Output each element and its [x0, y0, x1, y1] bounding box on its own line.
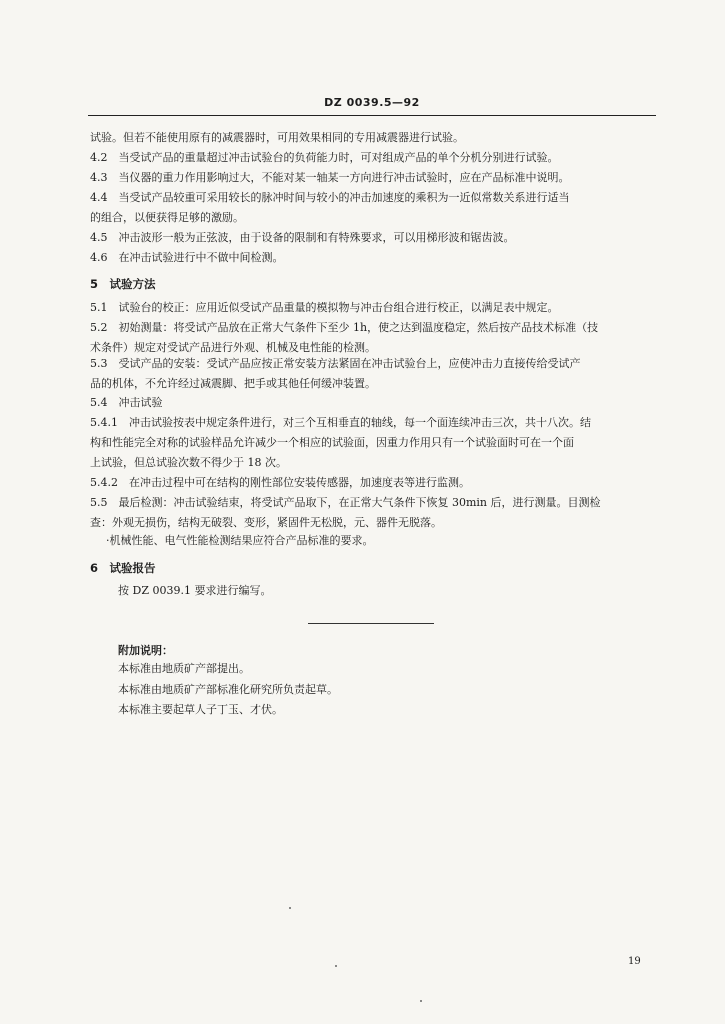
paragraph-line: 品的机体，不允许经过减震脚、把手或其他任何缓冲装置。 — [90, 377, 376, 390]
clause-4-2: 4.2 当受试产品的重量超过冲击试验台的负荷能力时，可对组成产品的单个分机分别进行试验。 — [90, 151, 559, 164]
clause-4-4: 4.4 当受试产品较重可采用较长的脉冲时间与较小的冲击加速度的乘积为一近似常数关系进行适当 — [90, 191, 570, 204]
clause-5-1: 5.1 试验台的校正：应用近似受试产品重量的模拟物与冲击台组合进行校正，以满足表中规定。 — [90, 301, 559, 314]
clause-4-6: 4.6 在冲击试验进行中不做中间检测。 — [90, 251, 284, 264]
section-6-title: 6 试验报告 — [90, 561, 156, 575]
scan-speck — [420, 1000, 422, 1002]
note-line: 本标准主要起草人子丁玉、才伏。 — [118, 703, 283, 716]
paragraph-line: 的组合，以便获得足够的激励。 — [90, 211, 244, 224]
clause-5-4: 5.4 冲击试验 — [90, 396, 163, 409]
scan-speck — [335, 965, 337, 967]
section-6-body: 按 DZ 0039.1 要求进行编写。 — [118, 584, 272, 597]
note-line: 本标准由地质矿产部标准化研究所负责起草。 — [118, 683, 338, 696]
paragraph-line: 上试验，但总试验次数不得少于 18 次。 — [90, 456, 287, 469]
paragraph-line: ·机械性能、电气性能检测结果应符合产品标准的要求。 — [106, 534, 374, 547]
section-5-title: 5 试验方法 — [90, 277, 156, 291]
header-rule — [88, 115, 656, 116]
page-number: 19 — [628, 956, 641, 967]
clause-5-2: 5.2 初始测量：将受试产品放在正常大气条件下至少 1h，使之达到温度稳定，然后按产品技术标准（技 — [90, 321, 599, 334]
clause-5-5: 5.5 最后检测：冲击试验结束，将受试产品取下，在正常大气条件下恢复 30min 后，进行测量。目测检 — [90, 496, 601, 509]
notes-title: 附加说明： — [118, 644, 173, 657]
paragraph-line: 构和性能完全对称的试验样品允许减少一个相应的试验面，因重力作用只有一个试验面时可在一个面 — [90, 436, 574, 449]
page-header: DZ 0039.5—92 — [324, 96, 420, 109]
separator-rule — [308, 623, 434, 624]
paragraph-line: 术条件）规定对受试产品进行外观、机械及电性能的检测。 — [90, 341, 376, 354]
paragraph-line: 查：外观无损伤，结构无破裂、变形，紧固件无松脱，元、器件无脱落。 — [90, 516, 442, 529]
clause-5-3: 5.3 受试产品的安装：受试产品应按正常安装方法紧固在冲击试验台上，应使冲击力直接传给受试产 — [90, 357, 581, 370]
paragraph-line: 试验。但若不能使用原有的减震器时，可用效果相同的专用减震器进行试验。 — [90, 131, 464, 144]
scan-speck — [289, 907, 291, 909]
clause-4-5: 4.5 冲击波形一般为正弦波，由于设备的限制和有特殊要求，可以用梯形波和锯齿波。 — [90, 231, 515, 244]
clause-5-4-2: 5.4.2 在冲击过程中可在结构的刚性部位安装传感器，加速度表等进行监测。 — [90, 476, 470, 489]
clause-5-4-1: 5.4.1 冲击试验按表中规定条件进行，对三个互相垂直的轴线，每一个面连续冲击三次，共十八次。结 — [90, 416, 591, 429]
clause-4-3: 4.3 当仪器的重力作用影响过大，不能对某一轴某一方向进行冲击试验时，应在产品标准中说明。 — [90, 171, 570, 184]
note-line: 本标准由地质矿产部提出。 — [118, 662, 250, 675]
